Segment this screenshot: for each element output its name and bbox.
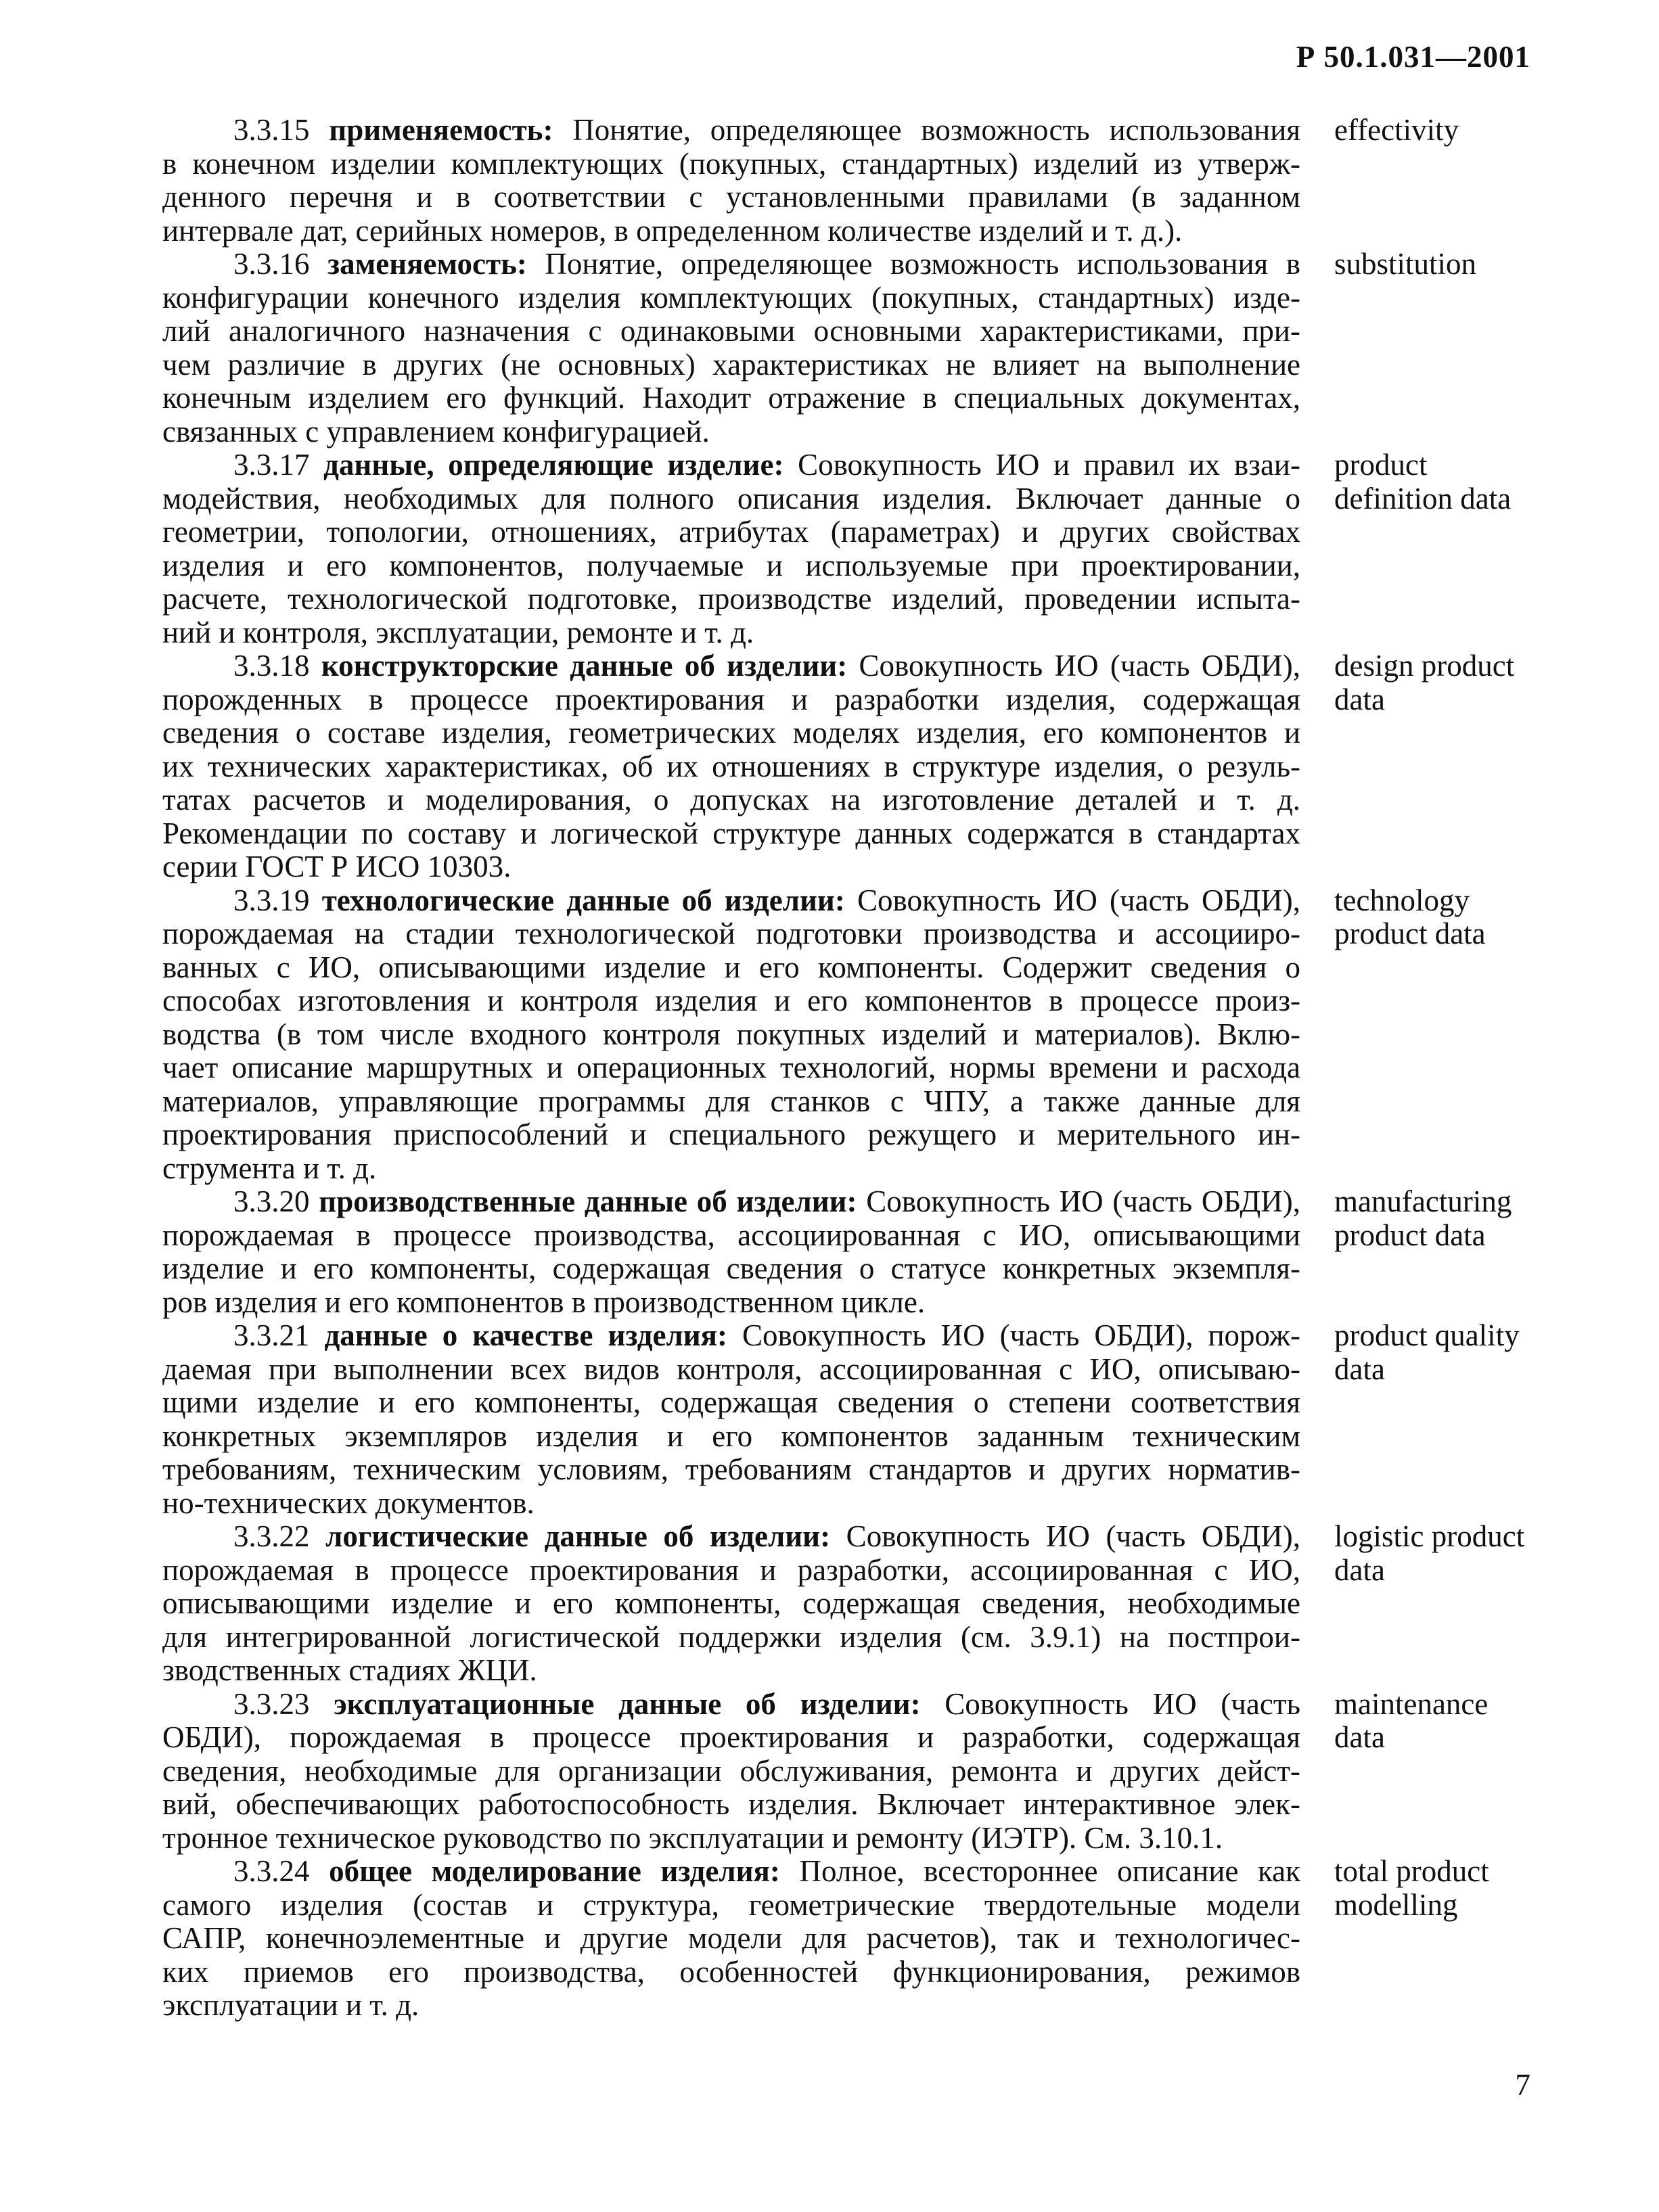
term-definition [162,1185,1300,1319]
definition-text: водства (в том числе входного контроля покупных изделий и материалов). Вклю- [162,1017,1300,1051]
definition-line [162,917,1300,951]
term-number: 3.3.22 [233,1520,310,1553]
english-equivalent [1334,114,1564,147]
definition-text: описывающими изделие и его компоненты, содержащая сведения, необходимые [162,1587,1300,1620]
english-equivalent [1334,1855,1564,1922]
definition-text: чает описание маршрутных и операционных технологий, нормы времени и расхода [162,1051,1300,1084]
definition-line [162,1688,1300,1722]
english-equivalent [1334,1520,1564,1587]
definition-text: конечным изделием его функций. Находит отражение в специальных документах, [162,382,1300,415]
term-name: технологические данные об изделии: [321,883,845,917]
definition-text: самого изделия (состав и структура, геометрические твердотельные модели [162,1888,1300,1922]
term-name: данные, определяющие изделие: [323,448,784,482]
term-entry [162,248,1549,448]
term-definition [162,649,1300,884]
definition-line [162,448,1300,482]
english-equivalent [1334,448,1564,515]
term-name: общее моделирование изделия: [329,1855,780,1888]
english-term-line: maintenance [1334,1686,1488,1721]
document-code: Р 50.1.031—2001 [1296,40,1530,74]
term-entries [162,114,1549,2023]
definition-line [162,1219,1300,1253]
definition-line [162,1654,1300,1688]
definition-line [162,1386,1300,1420]
definition-text: Совокупность ИО и правил их взаи- [783,448,1300,482]
english-term-line: data [1334,1720,1385,1754]
term-name: производственные данные об изделии: [319,1185,857,1218]
definition-text: порождаемая в процессе производства, ассоциированная с ИО, описывающими [162,1218,1300,1252]
definition-line [162,716,1300,750]
term-definition [162,1855,1300,2023]
term-name: эксплуатационные данные об изделии: [334,1687,921,1721]
english-equivalent [1334,1185,1564,1252]
definition-line [162,1621,1300,1655]
definition-text: требованиям, техническим условиям, требованиям стандартов и других норматив- [162,1453,1300,1486]
definition-text: но-технических документов. [162,1486,535,1520]
definition-text: лий аналогичного назначения с одинаковыми основными характеристиками, при- [162,315,1300,348]
definition-line [162,1989,1300,2023]
term-name: заменяемость: [327,248,527,281]
definition-text: Понятие, определяющее возможность использования [553,114,1300,147]
english-equivalent [1334,649,1564,716]
english-term-line: total product [1334,1854,1489,1888]
english-term-line: manufacturing [1334,1184,1512,1218]
definition-text: Совокупность ИО (часть ОБДИ), порож- [727,1319,1300,1352]
definition-line [162,348,1300,382]
definition-text: Совокупность ИО (часть ОБДИ), [847,649,1300,683]
definition-line [162,248,1300,281]
definition-text: материалов, управляющие программы для станков с ЧПУ, а также данные для [162,1084,1300,1118]
term-number: 3.3.15 [233,114,310,147]
term-name: данные о качестве изделия: [324,1319,727,1352]
term-number: 3.3.21 [233,1319,310,1352]
definition-text: эксплуатации и т. д. [162,1989,419,2022]
term-definition [162,448,1300,649]
english-term-line: modelling [1334,1887,1458,1922]
definition-text: щими изделие и его компоненты, содержащая сведения о степени соответствия [162,1386,1300,1419]
definition-text: вий, обеспечивающих работоспособность изделия. Включает интерактивное элек- [162,1788,1300,1821]
definition-line [162,850,1300,884]
definition-text: ний и контроля, эксплуатации, ремонте и т. д. [162,616,754,649]
term-entry [162,1855,1549,2023]
term-definition [162,248,1300,448]
term-number: 3.3.18 [233,649,310,683]
definition-text: порожденных в процессе проектирования и разработки изделия, содержащая [162,683,1300,716]
term-name: конструкторские данные об изделии: [321,649,848,683]
definition-text: их технических характеристиках, об их отношениях в структуре изделия, о резуль- [162,750,1300,783]
term-entry [162,649,1549,884]
definition-text: конфигурации конечного изделия комплектующих (покупных, стандартных) изде- [162,281,1300,315]
definition-text: изделия и его компонентов, получаемые и используемые при проектировании, [162,549,1300,582]
definition-line [162,783,1300,817]
definition-text: зводственных стадиях ЖЦИ. [162,1654,537,1687]
definition-line [162,549,1300,583]
definition-text: Рекомендации по составу и логической структуре данных содержатся в стандартах [162,816,1300,850]
definition-line [162,1152,1300,1186]
term-entry [162,884,1549,1186]
definition-text: тронное техническое руководство по эксплуатации и ремонту (ИЭТР). См. 3.10.1. [162,1821,1223,1855]
definition-line [162,616,1300,650]
definition-text: геометрии, топологии, отношениях, атрибутах (параметрах) и других свойствах [162,515,1300,549]
definition-line [162,281,1300,315]
definition-text: Совокупность ИО (часть [920,1687,1300,1721]
definition-line [162,1587,1300,1621]
definition-line [162,1252,1300,1286]
definition-text: ров изделия и его компонентов в производственном цикле. [162,1285,926,1319]
definition-text: для интегрированной логистической поддержки изделия (см. 3.9.1) на постпрои- [162,1620,1300,1654]
term-definition [162,1319,1300,1520]
definition-line [162,582,1300,616]
definition-line [162,1721,1300,1755]
term-entry [162,114,1549,248]
definition-text: чем различие в других (не основных) характеристиках не влияет на выполнение [162,348,1300,382]
definition-text: Понятие, определяющее возможность использования в [526,248,1300,281]
definition-text: проектирования приспособлений и специального режущего и мерительного ин- [162,1118,1300,1151]
definition-line [162,1353,1300,1387]
definition-text: в конечном изделии комплектующих (покупных, стандартных) изделий из утверж- [162,147,1300,181]
term-definition [162,1520,1300,1688]
term-number: 3.3.20 [233,1185,310,1218]
definition-line [162,1520,1300,1554]
english-equivalent [1334,1688,1564,1755]
english-term-line: product quality [1334,1318,1520,1352]
definition-text: САПР, конечноэлементные и другие модели для расчетов), так и технологичес- [162,1922,1300,1955]
definition-line [162,1185,1300,1219]
term-entry [162,1688,1549,1856]
english-equivalent [1334,1319,1564,1386]
definition-line [162,683,1300,717]
definition-text: модействия, необходимых для полного описания изделия. Включает данные о [162,482,1300,515]
english-term-line: substitution [1334,247,1477,281]
term-name: применяемость: [329,114,553,147]
definition-text: Совокупность ИО (часть ОБДИ), [830,1520,1300,1553]
term-entry [162,1520,1549,1688]
definition-line [162,482,1300,516]
term-number: 3.3.24 [233,1855,310,1888]
definition-text: струмента и т. д. [162,1151,377,1185]
definition-text: расчете, технологической подготовке, производстве изделий, проведении испыта- [162,582,1300,616]
english-term-line: technology [1334,883,1470,917]
definition-line [162,1118,1300,1152]
definition-line [162,884,1300,918]
english-term-line: data [1334,1552,1385,1587]
definition-line [162,1018,1300,1052]
definition-text: связанных с управлением конфигурацией. [162,415,710,448]
english-term-line: product [1334,448,1428,482]
definition-text: денного перечня и в соответствии с установленными правилами (в заданном [162,181,1300,214]
definition-line [162,1922,1300,1956]
term-entry [162,1319,1549,1520]
definition-text: конкретных экземпляров изделия и его компонентов заданным техническим [162,1419,1300,1453]
definition-line [162,315,1300,348]
term-definition [162,884,1300,1186]
english-term-line: data [1334,682,1385,716]
definition-text: Совокупность ИО (часть ОБДИ), [857,1185,1300,1218]
definition-text: Совокупность ИО (часть ОБДИ), [844,883,1300,917]
definition-line [162,1286,1300,1320]
definition-line [162,214,1300,248]
definition-line [162,1554,1300,1588]
definition-line [162,181,1300,214]
definition-line [162,415,1300,449]
english-equivalent [1334,248,1564,281]
definition-text: даемая при выполнении всех видов контроля, ассоциированная с ИО, описываю- [162,1352,1300,1386]
definition-text: изделие и его компоненты, содержащая сведения о статусе конкретных экземпля- [162,1252,1300,1285]
definition-line [162,1453,1300,1487]
definition-line [162,1889,1300,1922]
definition-text: способах изготовления и контроля изделия и его компонентов в процессе произ- [162,984,1300,1017]
english-term-line: product data [1334,1218,1486,1252]
definition-line [162,1420,1300,1454]
definition-text: ОБДИ), порождаемая в процессе проектирования и разработки, содержащая [162,1721,1300,1754]
definition-text: сведения, необходимые для организации обслуживания, ремонта и других дейст- [162,1754,1300,1788]
definition-line [162,1085,1300,1119]
english-term-line: effectivity [1334,113,1459,147]
english-term-line: definition data [1334,481,1512,515]
term-number: 3.3.17 [233,448,310,482]
term-number: 3.3.23 [233,1687,310,1721]
definition-line [162,817,1300,851]
page-number: 7 [1515,2068,1530,2102]
definition-line [162,649,1300,683]
definition-line [162,951,1300,985]
definition-line [162,147,1300,181]
english-term-line: design product [1334,649,1515,683]
definition-text: порождаемая в процессе проектирования и разработки, ассоциированная с ИО, [162,1553,1300,1587]
definition-line [162,1319,1300,1353]
definition-text: ких приемов его производства, особенностей функционирования, режимов [162,1955,1300,1989]
definition-text: Полное, всестороннее описание как [779,1855,1300,1888]
english-term-line: product data [1334,917,1486,950]
definition-text: сведения о составе изделия, геометрических моделях изделия, его компонентов и [162,716,1300,750]
definition-line [162,750,1300,784]
definition-text: порождаемая на стадии технологической подготовки производства и ассоцииро- [162,917,1300,950]
term-definition [162,1688,1300,1856]
english-equivalent [1334,884,1564,951]
definition-line [162,382,1300,415]
term-name: логистические данные об изделии: [325,1520,831,1553]
definition-text: татах расчетов и моделирования, о допусках на изготовление деталей и т. д. [162,783,1300,816]
definition-text: интервале дат, серийных номеров, в определенном количестве изделий и т. д.). [162,214,1183,248]
definition-text: ванных с ИО, описывающими изделие и его компоненты. Содержит сведения о [162,950,1300,984]
term-number: 3.3.19 [233,883,310,917]
definition-line [162,1788,1300,1822]
term-number: 3.3.16 [233,248,310,281]
definition-text: серии ГОСТ Р ИСО 10303. [162,850,512,883]
english-term-line: logistic product [1334,1519,1525,1553]
definition-line [162,114,1300,147]
definition-line [162,1051,1300,1085]
definition-line [162,1956,1300,1989]
definition-line [162,1755,1300,1789]
definition-line [162,515,1300,549]
definition-line [162,984,1300,1018]
term-entry [162,448,1549,649]
term-entry [162,1185,1549,1319]
definition-line [162,1487,1300,1521]
definition-line [162,1855,1300,1889]
definition-line [162,1822,1300,1856]
english-term-line: data [1334,1352,1385,1386]
term-definition [162,114,1300,248]
